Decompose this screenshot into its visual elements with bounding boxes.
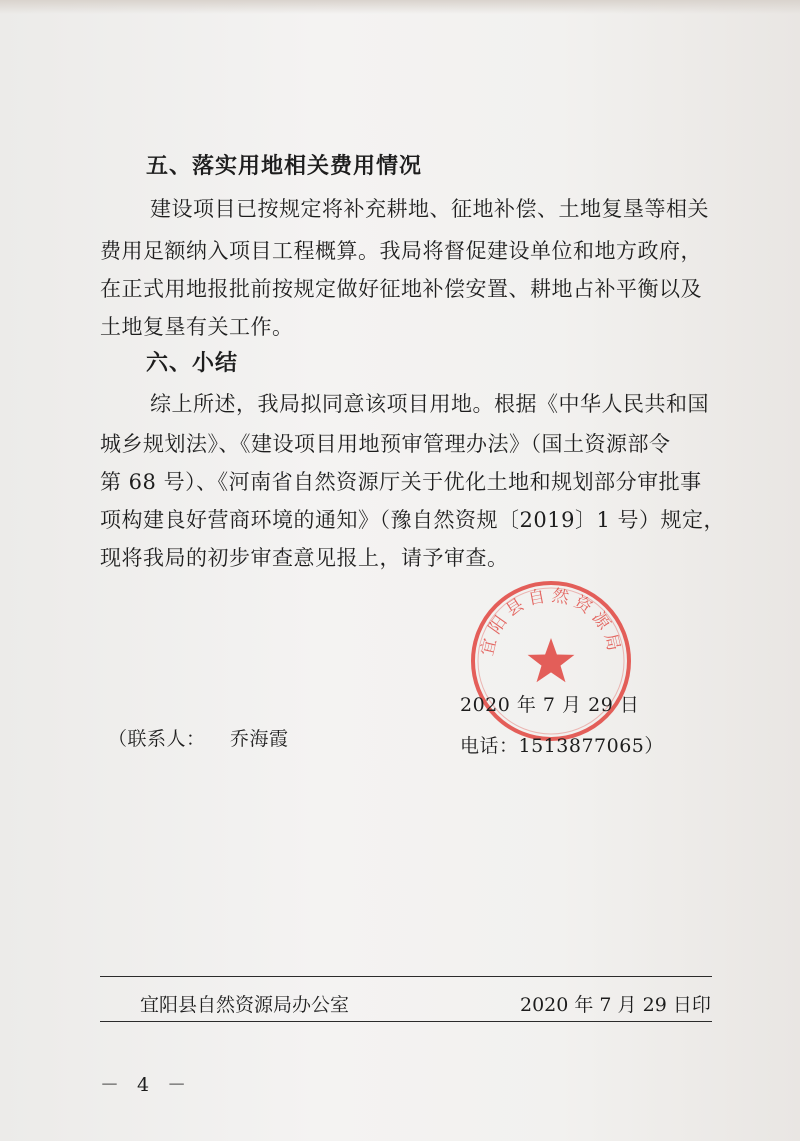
section-heading-5: 五、落实用地相关费用情况 <box>146 154 423 179</box>
section-5-line-2: 费用足额纳入项目工程概算。我局将督促建设单位和地方政府， <box>100 239 702 263</box>
seal-star-icon <box>528 638 575 682</box>
page-edge-shadow <box>0 0 800 14</box>
signature-date: 2020 年 7 月 29 日 <box>460 694 640 716</box>
footer-rule-bottom <box>100 1021 712 1022</box>
section-6-line-1: 综上所述，我局拟同意该项目用地。根据《中华人民共和国 <box>150 392 709 416</box>
contact-name: 乔海霞 <box>230 728 289 750</box>
seal-text: 宜阳县自然资源局 <box>477 585 625 658</box>
page-number: － 4 － <box>100 1074 193 1096</box>
section-6-line-3: 第 68 号）、《河南省自然资源厅关于优化土地和规划部分审批事 <box>100 470 702 494</box>
section-heading-6: 六、小结 <box>146 351 239 376</box>
section-5-line-3: 在正式用地报批前按规定做好征地补偿安置、耕地占补平衡以及 <box>100 277 702 301</box>
footer-print-date: 2020 年 7 月 29 日印 <box>520 994 711 1016</box>
section-6-line-2: 城乡规划法》、《建设项目用地预审管理办法》（国土资源部令 <box>100 432 671 456</box>
section-5-line-4: 土地复垦有关工作。 <box>100 315 294 339</box>
contact-label: （联系人： <box>108 728 206 750</box>
contact-phone: 电话：1513877065） <box>460 735 664 757</box>
footer-rule-top <box>100 976 712 977</box>
footer-office: 宜阳县自然资源局办公室 <box>140 994 350 1016</box>
section-5-line-1: 建设项目已按规定将补充耕地、征地补偿、土地复垦等相关 <box>150 197 709 221</box>
official-seal <box>468 578 634 744</box>
section-6-line-5: 现将我局的初步审查意见报上，请予审查。 <box>100 546 509 570</box>
section-6-line-4: 项构建良好营商环境的通知》（豫自然资规〔2019〕1 号）规定， <box>100 508 725 532</box>
